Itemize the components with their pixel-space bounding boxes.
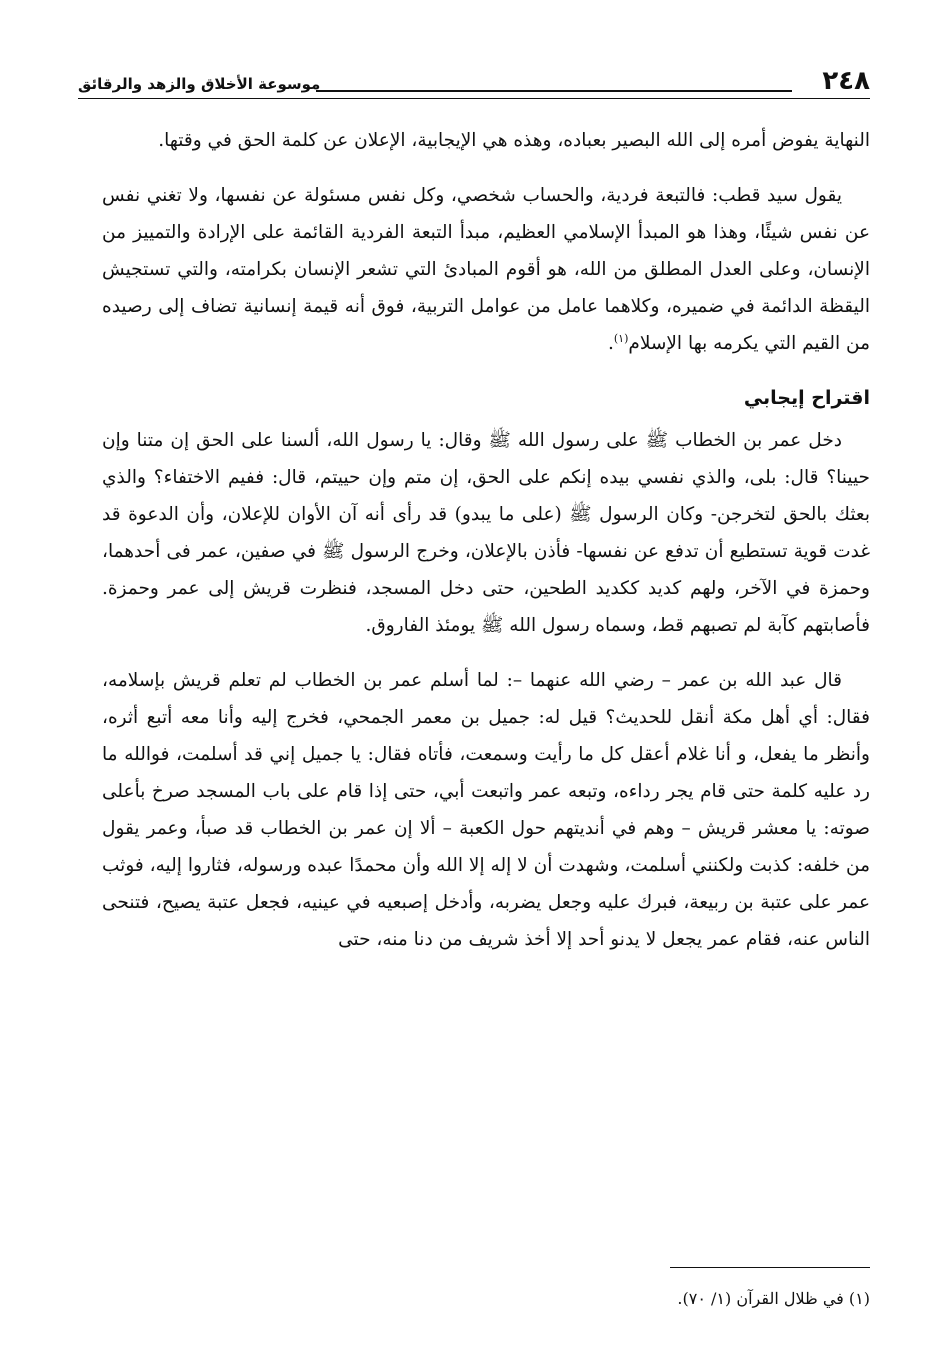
paragraph-continuation (102, 122, 870, 159)
page-number: ٢٤٨ (822, 66, 870, 96)
paragraph-abdullah-narration (102, 662, 870, 958)
paragraph-sayyid-qutb (102, 177, 870, 362)
footnote-reference: (١) (613, 331, 629, 345)
header-title: موسوعة الأخلاق والزهد والرقائق (78, 75, 321, 93)
paragraph-period: . (607, 333, 614, 354)
footnote-separator (670, 1267, 870, 1268)
main-text (102, 122, 870, 972)
footnote: (١) في ظلال القرآن (١/ ٧٠). (677, 1289, 870, 1308)
paragraph-text: النهاية يفوض أمره إلى الله البصير بعباده، وهذه هي الإيجابية، الإعلان عن كلمة الحق في وقتها. (158, 130, 870, 151)
paragraph-umar-story (102, 422, 870, 644)
page-header (78, 66, 870, 106)
header-rule (316, 90, 792, 92)
paragraph-text: دخل عمر بن الخطاب ﷺ على رسول الله ﷺ وقال: يا رسول الله، ألسنا على الحق إن متنا وإن حيينا؟ قال: بلى، والذي نفسي بيده إنكم على الحق، إن متم وإن حييتم، قال: ففيم الاختفاء؟ والذي بعثك بالحق لتخرجن- وكان الرسول ﷺ (على ما يبدو) قد رأى أنه آن الأوان للإعلان، وأن الدعوة قد غدت قوية تستطيع أن تدفع عن نفسها- فأذن بالإعلان، وخرج الرسول ﷺ في صفين، عمر فى أحدهما، وحمزة في الآخر، ولهم كديد ككديد الطحين، حتى دخل المسجد، فنظرت قريش إلى عمر وحمزة. فأصابتهم كآبة لم تصبهم قط، وسماه رسول الله ﷺ يومئذ الفاروق. (102, 430, 870, 636)
paragraph-text: يقول سيد قطب: فالتبعة فردية، والحساب شخصي، وكل نفس مسئولة عن نفسها، ولا تغني نفس عن نفس شيئًا، وهذا هو المبدأ الإسلامي العظيم، مبدأ التبعة الفردية القائمة على الإرادة والتمييز من الإنسان، وعلى العدل المطلق من الله، هو أقوم المبادئ التي تشعر الإنسان بكرامته، والتي تستجيش اليقظة الدائمة في ضميره، وكلاهما عامل من عوامل التربية، فوق أنه قيمة إنسانية تضاف إلى رصيده من القيم التي يكرمه بها الإسلام (102, 185, 870, 354)
header-underline (78, 98, 870, 99)
paragraph-text: قال عبد الله بن عمر – رضي الله عنهما –: لما أسلم عمر بن الخطاب لم تعلم قريش بإسلامه، فقال: أي أهل مكة أنقل للحديث؟ قيل له: جميل بن معمر الجمحي، فخرج إليه وأنا معه أتبع أثره، وأنظر ما يفعل، و أنا غلام أعقل كل ما رأيت وسمعت، فأتاه فقال: يا جميل إني قد أسلمت، فوالله ما رد عليه كلمة حتى قام يجر رداءه، وتبعه عمر واتبعت أبي، حتى إذا قام على باب المسجد صرخ بأعلى صوته: يا معشر قريش – وهم في أنديتهم حول الكعبة – ألا إن عمر بن الخطاب قد صبأ، وعمر يقول من خلفه: كذبت ولكنني أسلمت، وشهدت أن لا إله إلا الله وأن محمدًا عبده ورسوله، فثاروا إليه، فوثب عمر على عتبة بن ربيعة، فبرك عليه وجعل يضربه، وأدخل إصبعيه في عينيه، فجعل عتبة يصيح، فتنحى الناس عنه، فقام عمر يجعل لا يدنو أحد إلا أخذ شريف من دنا منه، حتى (102, 670, 870, 950)
section-heading: اقتراح إيجابي (743, 387, 870, 409)
